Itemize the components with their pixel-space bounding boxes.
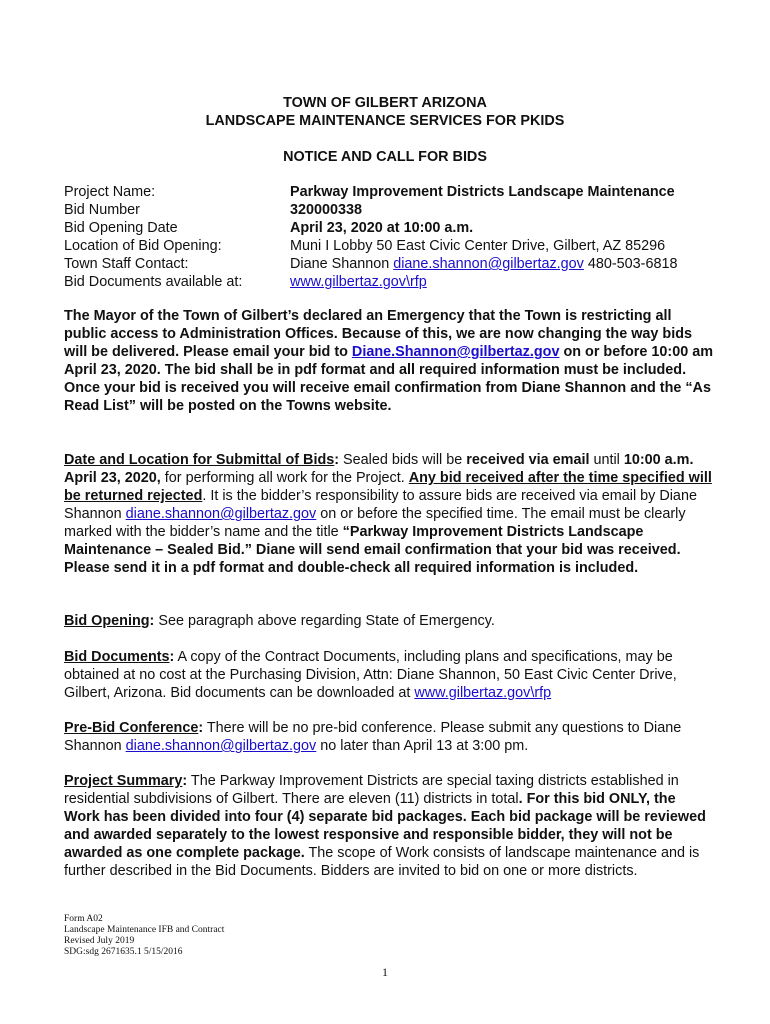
submittal-text-5: on or before the specified time. The email must be clearly marked with the bidder’s name and the title — [64, 506, 686, 540]
project-summary-bold: . For this bid ONLY, the Work has been divided into four (4) separate bid packages. Each bid package will be reviewed and awarded separately to the lowest responsive and responsible bidder, they will not be awarded as one complete package. — [64, 791, 706, 861]
staff-name: Diane Shannon — [290, 256, 394, 272]
project-summary-text-1: The Parkway Improvement Districts are special taxing districts established in residential subdivisions of Gilbert. There are eleven (11) districts in total — [64, 773, 679, 807]
submittal-text-2: until — [589, 452, 624, 468]
bid-documents-paragraph — [64, 648, 714, 702]
submittal-paragraph — [64, 451, 714, 577]
submittal-heading-colon: : — [334, 452, 340, 468]
prebid-email-link[interactable]: diane.shannon@gilbertaz.gov — [125, 738, 317, 754]
prebid-colon: : — [198, 720, 204, 736]
bid-documents-download-link[interactable]: www.gilbertaz.gov\rfp — [414, 685, 552, 701]
bid-documents-heading: Bid Documents — [64, 649, 170, 665]
bid-number-value: 320000338 — [290, 202, 363, 218]
doc-title-line1: TOWN OF GILBERT ARIZONA — [283, 95, 487, 111]
submittal-text-3: for performing all work for the Project. — [160, 470, 409, 486]
bid-number-label: Bid Number — [64, 202, 140, 218]
submittal-heading: Date and Location for Submittal of Bids — [64, 452, 335, 468]
project-name-label: Project Name: — [64, 184, 156, 200]
submittal-text-1: Sealed bids will be — [339, 452, 467, 468]
page-footer — [64, 914, 224, 958]
submittal-bold-3: “Parkway Improvement Districts Landscape Maintenance – Sealed Bid.” Diane will send email confirmation that your bid was received. Please send it in a pdf format and double-check all required information is included. — [64, 524, 681, 576]
opening-date-value: April 23, 2020 at 10:00 a.m. — [290, 220, 474, 236]
prebid-heading: Pre-Bid Conference — [64, 720, 199, 736]
bid-documents-colon: : — [169, 649, 175, 665]
notice-heading: NOTICE AND CALL FOR BIDS — [283, 149, 487, 165]
bid-documents-label: Bid Documents available at: — [64, 274, 243, 290]
bid-documents-value — [290, 273, 427, 291]
bid-opening-colon: : — [149, 613, 155, 629]
location-label: Location of Bid Opening: — [64, 238, 222, 254]
bid-documents-text: A copy of the Contract Documents, including plans and specifications, may be obtained at no cost at the Purchasing Division, Attn: Diane Shannon, 50 East Civic Center Drive, Gilbert, Arizona. Bid documents can be downloaded at — [64, 649, 677, 701]
emergency-text-2: on or before 10:00 am April 23, 2020. The bid shall be in pdf format and all required information must be included. Once your bid is received you will receive email confirmation from Diane Shannon and the “As Read List” will be posted on the Towns website. — [64, 344, 714, 414]
prebid-text-2: no later than April 13 at 3:00 pm. — [316, 738, 529, 754]
bid-opening-heading: Bid Opening — [64, 613, 150, 629]
submittal-deadline-warning: Any bid received after the time specified will be returned rejected — [64, 470, 712, 504]
emergency-paragraph — [64, 307, 714, 415]
submittal-text-4: . It is the bidder’s responsibility to assure bids are received via email by Diane Shannon — [64, 488, 697, 522]
prebid-text: There will be no pre-bid conference. Please submit any questions to Diane Shannon — [64, 720, 682, 754]
bid-opening-paragraph — [64, 612, 714, 630]
project-summary-paragraph — [64, 772, 714, 880]
bid-opening-text: See paragraph above regarding State of Emergency. — [154, 613, 495, 629]
emergency-text-1: The Mayor of the Town of Gilbert’s declared an Emergency that the Town is restricting all public access to Administration Offices. Because of this, we are now changing the way bids will be delivered. Please email your bid to — [64, 308, 693, 360]
prebid-paragraph — [64, 719, 714, 755]
doc-title-line2: LANDSCAPE MAINTENANCE SERVICES FOR PKIDS — [205, 113, 565, 129]
submittal-bold-2: 10:00 a.m. April 23, 2020, — [64, 452, 694, 486]
project-name-value: Parkway Improvement Districts Landscape Maintenance — [290, 184, 675, 200]
footer-form-title: Landscape Maintenance IFB and Contract — [64, 925, 225, 935]
opening-date-label: Bid Opening Date — [64, 220, 178, 236]
staff-contact-label: Town Staff Contact: — [64, 256, 189, 272]
location-value: Muni I Lobby 50 East Civic Center Drive, Gilbert, AZ 85296 — [290, 238, 666, 254]
staff-email-link[interactable]: diane.shannon@gilbertaz.gov — [393, 256, 584, 272]
submittal-bold-1: received via email — [466, 452, 590, 468]
footer-doc-ref: SDG:sdg 2671635.1 5/15/2016 — [64, 947, 183, 957]
footer-form-id: Form A02 — [64, 914, 103, 924]
project-summary-colon: : — [182, 773, 188, 789]
staff-phone: 480-503-6818 — [583, 256, 678, 272]
submittal-email-link[interactable]: diane.shannon@gilbertaz.gov — [125, 506, 317, 522]
project-summary-heading: Project Summary — [64, 773, 183, 789]
project-summary-text-2: The scope of Work consists of landscape maintenance and is further described in the Bid Documents. Bidders are invited to bid on one or more districts. — [64, 845, 700, 879]
footer-revision: Revised July 2019 — [64, 936, 135, 946]
emergency-email-link[interactable]: Diane.Shannon@gilbertaz.gov — [351, 344, 560, 360]
staff-contact-value — [290, 255, 677, 273]
page-number: 1 — [382, 965, 388, 979]
bid-documents-link[interactable]: www.gilbertaz.gov\rfp — [290, 274, 427, 290]
